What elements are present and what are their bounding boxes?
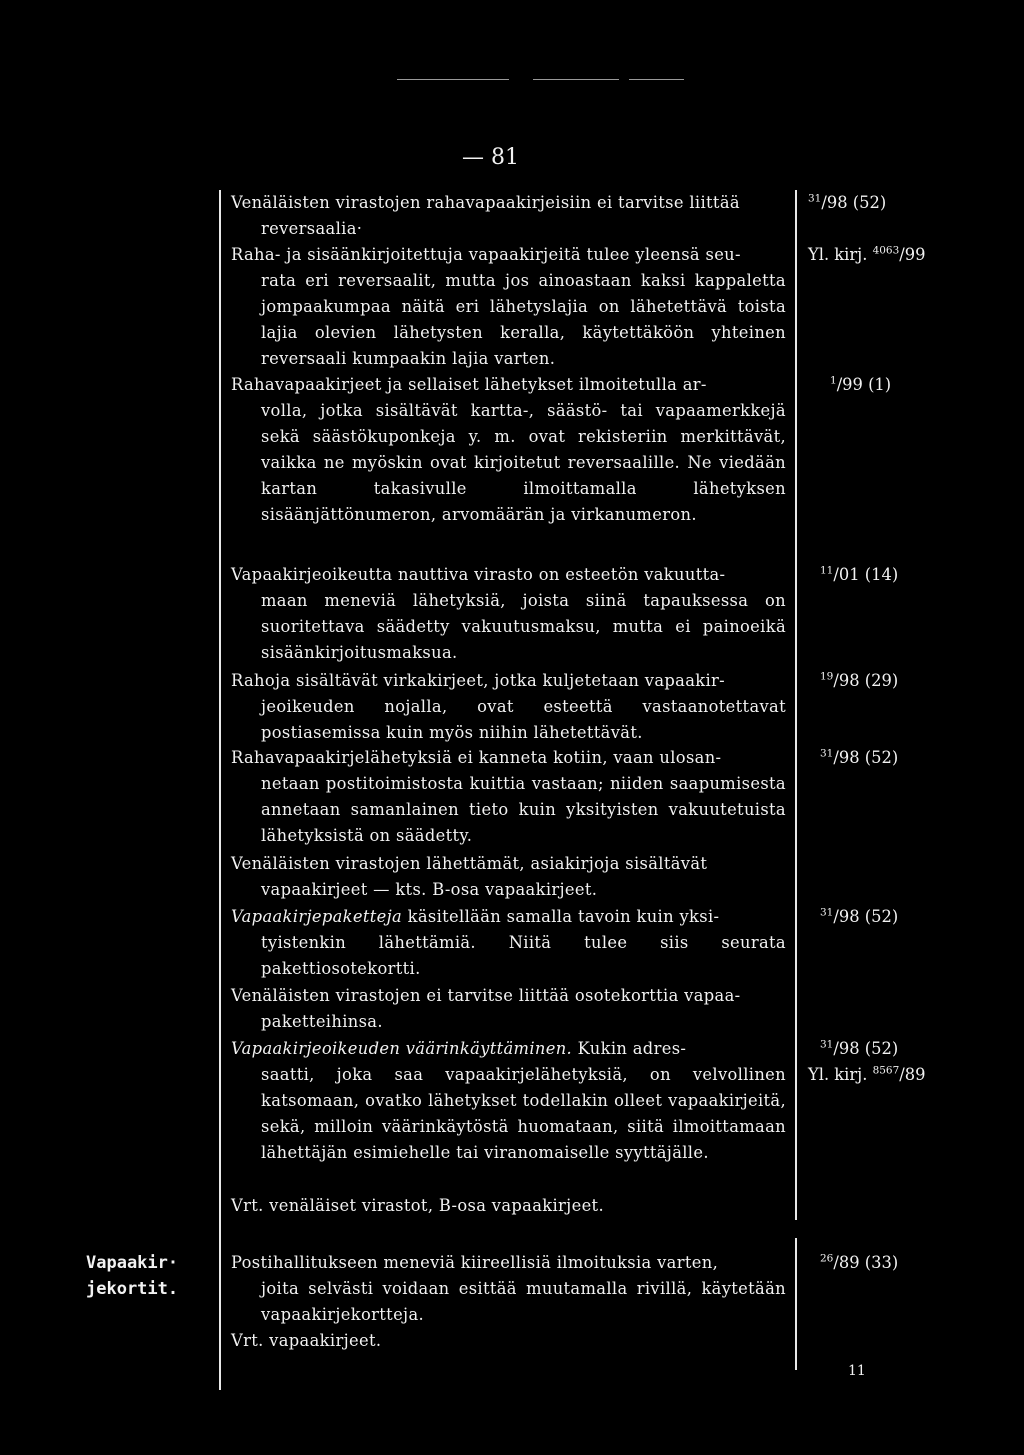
right-column-rule: [795, 190, 797, 1220]
entry-first-line: Venäläisten virastojen ei tarvitse liittää osotekorttia vapaa-: [231, 986, 741, 1005]
reference: $^{31}$/98 (52): [820, 747, 899, 767]
reference: $^1$/99 (1): [830, 374, 892, 394]
reference: Yl. kirj. $^{4063}$/99: [808, 244, 926, 264]
entry-10: [231, 1036, 786, 1166]
entry-12: [231, 1250, 786, 1328]
entry-first-line: Rahoja sisältävät virkakirjeet, jotka kuljetetaan vapaakir-: [231, 671, 726, 690]
right-column-rule-lower: [795, 1238, 797, 1370]
reference: Yl. kirj. $^{8567}$/89: [808, 1064, 926, 1084]
side-heading: [86, 1250, 178, 1302]
entry-6: [231, 745, 786, 849]
entry-8: [231, 904, 786, 982]
reference: $^{26}$/89 (33): [820, 1252, 899, 1272]
entry-italic-heading: Vapaakirjepaketteja: [231, 907, 403, 926]
entry-first-line: Postihallitukseen meneviä kiireellisiä ilmoituksia varten,: [231, 1253, 719, 1272]
entry-continuation: rata eri reversaalit, mutta jos ainoastaan kaksi kappaletta jompaakumpaa näitä eri lähetyslajia on lähetettävä toista lajia olevien lähetysten kеralla, käytettäköön yhteinen reversaali kumpaakin lajia varten.: [261, 271, 786, 368]
entry-first-line: Rahavapaakirjeet ja sellaiset lähetykset ilmoitetulla ar-: [231, 375, 707, 394]
side-heading-line-1: Vapaakir·: [86, 1253, 179, 1273]
entry-first-line: Venäläisten virastojen rahavapaakirjeisiin ei tarvitse liittää: [231, 193, 740, 212]
entry-continuation: netaan postitoimistosta kuittia vastaan; niiden saapumisesta annetaan samanlainen tieto kuin yksityisten vakuutetuista lähetyksistä on säädetty.: [261, 774, 786, 845]
entry-13: [231, 1328, 786, 1354]
reference: $^{31}$/98 (52): [820, 1038, 899, 1058]
entry-italic-heading: Vapaakirjeoikeuden väärinkäyttäminen.: [231, 1039, 573, 1058]
entry-7: [231, 851, 786, 903]
side-heading-line-2: jekortit.: [86, 1279, 179, 1299]
entry-11: [231, 1193, 786, 1219]
entry-4: [231, 562, 786, 666]
entry-first-line: Raha- ja sisäänkirjoitettuja vapaakirjeitä tulee yleensä seu-: [231, 245, 741, 264]
entry-continuation: volla, jotka sisältävät kartta-, säästö- tai vapaamerkkejä sekä säästökuponkeja y. m. ovat rekisteriin merkittävät, vaikka ne myöskin ovat kirjoitetut reversaalille. Ne viedään kartan takasivulle ilmoittamalla lähetyksen sisäänjättönumeron, arvomäärän ja virkanumeron.: [261, 401, 786, 524]
entry-continuation: jeoikeuden nojalla, ovat esteettä vastaanotettavat postiasemissa kuin myös niihin lähetettävät.: [261, 697, 786, 742]
entry-continuation: vapaakirjeet — kts. B-osa vapaakirjeet.: [261, 880, 598, 899]
entry-9: [231, 983, 786, 1035]
entry-2: [231, 242, 786, 372]
entry-first-line: Kukin adres-: [572, 1039, 687, 1058]
left-column-rule: [219, 190, 221, 1390]
entry-first-line: Vrt. vapaakirjeet.: [231, 1331, 382, 1350]
top-rule-3: [629, 79, 684, 80]
entry-first-line: Vrt. venäläiset virastot, B-osa vapaakirjeet.: [231, 1196, 604, 1215]
entry-first-line: Venäläisten virastojen lähettämät, asiakirjoja sisältävät: [231, 854, 708, 873]
entry-first-line: Vapaakirjeoikeutta nauttiva virasto on esteetön vakuutta-: [231, 565, 726, 584]
entry-continuation: reversaalia·: [261, 219, 363, 238]
reference: $^{11}$/01 (14): [820, 564, 899, 584]
reference: $^{31}$/98 (52): [820, 906, 899, 926]
entry-continuation: saatti, joka saa vapaakirjelähetyksiä, on velvollinen katsomaan, ovatko lähetykset todellakin olleet vapaakirjeitä, sekä, milloin väärinkäytöstä huomataan, siitä ilmoittamaan lähettäjän esimiehelle tai viranomaiselle syyttäjälle.: [261, 1065, 786, 1162]
entry-5: [231, 668, 786, 746]
top-rule-1: [397, 79, 509, 80]
entry-continuation: maan meneviä lähetyksiä, joista siinä tapauksessa on suoritettava säädetty vakuutusmaksu, mutta ei painoeikä sisäänkirjoitusmaksua.: [261, 591, 786, 662]
entry-3: [231, 372, 786, 528]
entry-first-line: Rahavapaakirjelähetyksiä ei kanneta kotiin, vaan ulosan-: [231, 748, 722, 767]
reference: $^{19}$/98 (29): [820, 670, 899, 690]
entry-first-line: käsitellään samalla tavoin kuin yksi-: [402, 907, 720, 926]
page-number: — 81: [462, 145, 519, 170]
entry-continuation: joita selvästi voidaan esittää muutamalla rivillä, käytetään vapaakirjekortteja.: [261, 1279, 786, 1324]
entry-continuation: paketteihinsa.: [261, 1012, 383, 1031]
entry-1: [231, 190, 786, 242]
printer-signature: 11: [848, 1363, 866, 1379]
entry-continuation: tyistenkin lähettämiä. Niitä tulee siis seurata pakettiosotekortti.: [261, 933, 786, 978]
reference: $^{31}$/98 (52): [808, 192, 887, 212]
top-rule-2: [533, 79, 619, 80]
